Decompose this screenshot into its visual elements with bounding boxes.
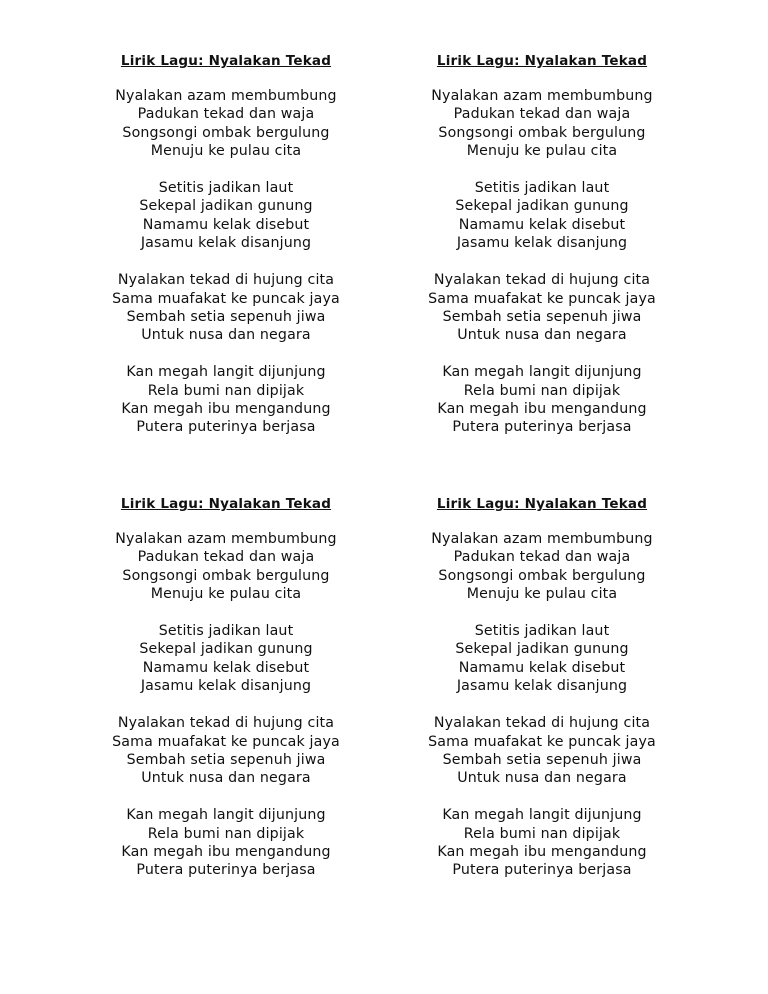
lyric-line: Namamu kelak disebut — [458, 659, 626, 676]
lyric-line: Kan megah ibu mengandung — [121, 843, 331, 860]
stanza-3 — [76, 714, 376, 788]
lyric-line: Nyalakan azam membumbung — [115, 88, 337, 104]
lyric-line: Setitis jadikan laut — [158, 180, 294, 197]
lyric-line: Rela bumi nan dipijak — [463, 825, 621, 842]
lyric-line: Sembah setia sepenuh jiwa — [126, 751, 326, 768]
stanza-2 — [76, 622, 376, 696]
lyric-line: Untuk nusa dan negara — [141, 770, 311, 787]
stanza-3 — [392, 714, 692, 788]
lyric-line: Nyalakan tekad di hujung cita — [433, 272, 651, 289]
lyric-line: Putera puterinya berjasa — [136, 419, 316, 436]
stanza-4 — [76, 363, 376, 437]
lyrics-block-top-left — [76, 52, 376, 437]
lyric-line: Sekepal jadikan gunung — [455, 641, 629, 658]
lyric-line: Padukan tekad dan waja — [137, 106, 315, 123]
lyric-line: Sembah setia sepenuh jiwa — [442, 751, 642, 768]
lyric-line: Putera puterinya berjasa — [136, 862, 316, 879]
lyric-line: Sekepal jadikan gunung — [455, 198, 629, 215]
lyric-line: Setitis jadikan laut — [158, 623, 294, 640]
lyric-line: Sekepal jadikan gunung — [139, 641, 313, 658]
stanza-4 — [392, 806, 692, 880]
stanza-2 — [392, 179, 692, 253]
lyric-line: Rela bumi nan dipijak — [463, 382, 621, 399]
lyric-line: Nyalakan azam membumbung — [431, 531, 653, 547]
lyric-line: Kan megah langit dijunjung — [126, 364, 326, 381]
lyric-line: Kan megah langit dijunjung — [442, 364, 642, 381]
lyric-line: Nyalakan tekad di hujung cita — [117, 272, 335, 289]
lyrics-title: Lirik Lagu: Nyalakan Tekad — [120, 53, 332, 69]
lyric-line: Padukan tekad dan waja — [453, 106, 631, 123]
lyric-line: Putera puterinya berjasa — [452, 419, 632, 436]
lyric-line: Nyalakan azam membumbung — [115, 531, 337, 547]
lyric-line: Padukan tekad dan waja — [137, 549, 315, 566]
lyrics-block-bottom-left — [76, 495, 376, 880]
stanza-4 — [76, 806, 376, 880]
lyric-line: Sekepal jadikan gunung — [139, 198, 313, 215]
lyric-line: Kan megah langit dijunjung — [442, 807, 642, 824]
lyric-line: Setitis jadikan laut — [474, 180, 610, 197]
lyric-line: Menuju ke pulau cita — [150, 143, 302, 160]
lyrics-title: Lirik Lagu: Nyalakan Tekad — [436, 496, 648, 512]
stanza-2 — [392, 622, 692, 696]
lyric-line: Nyalakan tekad di hujung cita — [117, 715, 335, 732]
lyrics-block-bottom-right — [392, 495, 692, 880]
lyric-line: Nyalakan tekad di hujung cita — [433, 715, 651, 732]
lyrics-block-top-right — [392, 52, 692, 437]
lyric-line: Kan megah ibu mengandung — [437, 843, 647, 860]
lyric-line: Kan megah ibu mengandung — [437, 400, 647, 417]
lyric-line: Menuju ke pulau cita — [466, 586, 618, 603]
lyrics-title: Lirik Lagu: Nyalakan Tekad — [120, 496, 332, 512]
lyric-line: Untuk nusa dan negara — [141, 327, 311, 344]
stanza-1 — [392, 87, 692, 161]
lyric-line: Jasamu kelak disanjung — [456, 235, 628, 252]
stanza-1 — [76, 87, 376, 161]
lyric-line: Jasamu kelak disanjung — [456, 678, 628, 695]
lyric-line: Namamu kelak disebut — [142, 216, 310, 233]
lyric-line: Jasamu kelak disanjung — [140, 235, 312, 252]
lyric-line: Putera puterinya berjasa — [452, 862, 632, 879]
lyric-line: Namamu kelak disebut — [142, 659, 310, 676]
lyric-line: Sama muafakat ke puncak jaya — [428, 733, 656, 750]
lyric-line: Untuk nusa dan negara — [457, 770, 627, 787]
lyric-line: Kan megah langit dijunjung — [126, 807, 326, 824]
lyric-line: Nyalakan azam membumbung — [431, 88, 653, 104]
lyric-line: Songsongi ombak bergulung — [438, 124, 646, 141]
stanza-1 — [392, 530, 692, 604]
lyric-line: Songsongi ombak bergulung — [122, 124, 330, 141]
lyric-line: Padukan tekad dan waja — [453, 549, 631, 566]
stanza-1 — [76, 530, 376, 604]
lyric-line: Menuju ke pulau cita — [150, 586, 302, 603]
lyric-line: Rela bumi nan dipijak — [147, 825, 305, 842]
lyric-line: Rela bumi nan dipijak — [147, 382, 305, 399]
lyric-line: Setitis jadikan laut — [474, 623, 610, 640]
lyric-line: Untuk nusa dan negara — [457, 327, 627, 344]
lyric-line: Sembah setia sepenuh jiwa — [126, 308, 326, 325]
stanza-3 — [392, 271, 692, 345]
lyric-line: Namamu kelak disebut — [458, 216, 626, 233]
lyric-line: Sama muafakat ke puncak jaya — [112, 733, 340, 750]
lyric-line: Kan megah ibu mengandung — [121, 400, 331, 417]
lyric-line: Sama muafakat ke puncak jaya — [428, 290, 656, 307]
stanza-4 — [392, 363, 692, 437]
lyric-line: Sembah setia sepenuh jiwa — [442, 308, 642, 325]
lyric-line: Jasamu kelak disanjung — [140, 678, 312, 695]
stanza-2 — [76, 179, 376, 253]
lyric-line: Menuju ke pulau cita — [466, 143, 618, 160]
lyrics-title: Lirik Lagu: Nyalakan Tekad — [436, 53, 648, 69]
lyric-line: Songsongi ombak bergulung — [122, 567, 330, 584]
stanza-3 — [76, 271, 376, 345]
lyric-line: Songsongi ombak bergulung — [438, 567, 646, 584]
lyric-line: Sama muafakat ke puncak jaya — [112, 290, 340, 307]
